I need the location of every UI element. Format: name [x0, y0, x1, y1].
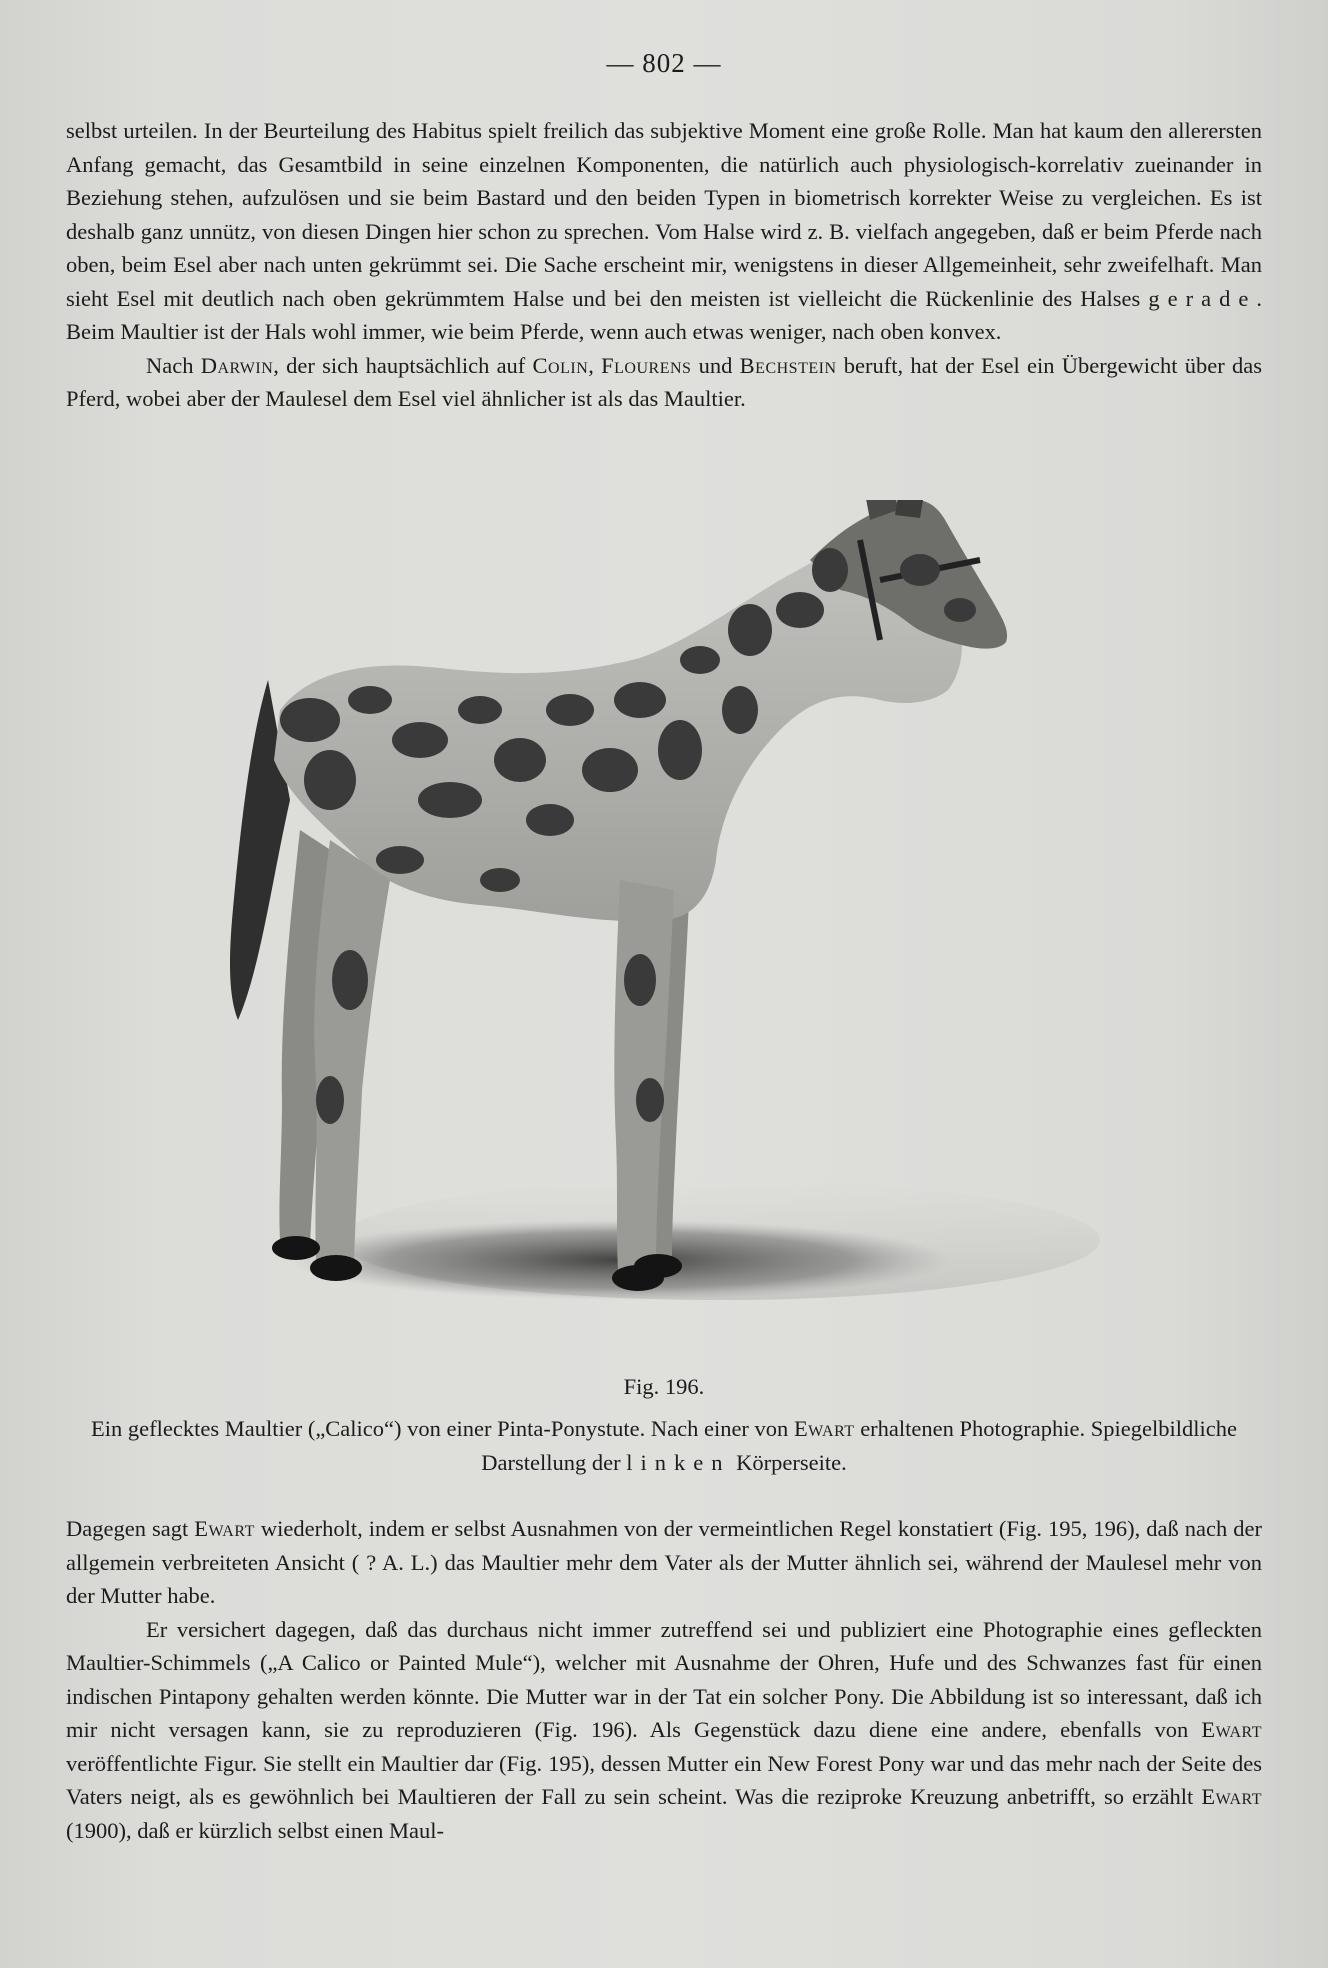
text-run: Dagegen sagt [66, 1516, 195, 1541]
text-run: (1900), daß er kürzlich selbst einen Maul- [66, 1817, 445, 1843]
upper-text-block [66, 114, 1262, 416]
text-emphasis: Ewart [194, 1516, 255, 1541]
text-run: Körperseite. [730, 1450, 847, 1475]
text-run: erhaltenen Photographie. Spiegelbildliche Darstellung der [481, 1416, 1237, 1475]
text-emphasis: Bechstein [739, 352, 837, 378]
text-run: . Beim Maultier ist der Hals wohl immer, wie beim Pferde, wenn auch etwas weniger, nach oben konvex. [66, 285, 1262, 344]
text-run: und [691, 352, 740, 378]
text-emphasis: Ewart [1201, 1784, 1262, 1809]
text-run: beruft, hat der Esel ein Übergewicht über das Pferd, wobei aber der Maulesel dem Esel viel ähnlicher ist als das Maultier. [66, 352, 1263, 411]
mule-near-hind-leg [314, 840, 390, 1262]
lower-text-block [66, 1512, 1262, 1847]
paragraph [66, 114, 1262, 349]
text-emphasis: Flourens [601, 352, 692, 378]
text-run: selbst urteilen. In der Beurteilung des Habitus spielt freilich das subjektive Moment eine große Rolle. Man hat kaum den allerersten Anfang gemacht, das Gesamtbild in seine einzelnen Komponenten, die natürlich auch physiologisch-korrelativ zueinander in Beziehung stehen, aufzulösen und sie beim Bastard und den beiden Typen in biometrisch korrekter Weise zu vergleichen. Es ist deshalb ganz unnütz, von diesen Dingen hier schon zu sprechen. Vom Halse wird z. B. vielfach angegeben, daß er beim Pferde nach oben, beim Esel aber nach unten gekrümmt sei. Die Sache erscheint mir, wenigstens in dieser Allgemeinheit, sehr zweifelhaft. Man sieht Esel mit deutlich nach oben gekrümmtem Halse und bei den meisten ist vielleicht die Rückenlinie des Halses [66, 118, 1262, 311]
text-run: Nach [146, 352, 201, 378]
mule-hoof [272, 1236, 320, 1260]
text-emphasis: Colin [532, 352, 589, 378]
text-emphasis: Darwin [200, 352, 274, 378]
mule-hoof [310, 1255, 362, 1281]
text-run: , der sich hauptsächlich auf [273, 352, 533, 378]
paragraph [66, 1613, 1262, 1848]
figure-mule-illustration [220, 500, 1180, 1320]
text-run: Ein geflecktes Maultier („Calico“) von einer Pinta-Ponystute. Nach einer von [91, 1416, 794, 1441]
page-number: — 802 — [606, 48, 722, 78]
mule-hoof [612, 1265, 664, 1291]
text-emphasis: Ewart [1201, 1717, 1262, 1742]
spotted-mule-drawing [220, 500, 1180, 1320]
text-run: veröffentlichte Figur. Sie stellt ein Maultier dar (Fig. 195), dessen Mutter ein New Forest Pony war und das mehr nach der Seite des Vaters neigt, als es gewöhnlich bei Maultieren der Fall zu sein scheint. Was die reziproke Kreuzung anbetrifft, so erzählt [66, 1750, 1262, 1809]
text-emphasis: gerade [1148, 285, 1257, 311]
figure-label: Fig. 196. [623, 1374, 705, 1399]
text-emphasis: linken [626, 1450, 731, 1475]
figure-caption [80, 1412, 1248, 1480]
paragraph [66, 349, 1262, 416]
text-emphasis: Ewart [793, 1416, 855, 1441]
text-run: Er versichert dagegen, daß das durchaus nicht immer zutreffend sei und publiziert eine Photographie eines gefleckten Maultier-Schimmels („A Calico or Painted Mule“), welcher mit Ausnahme der Ohren, Hufe und des Schwanzes fast für einen indischen Pintapony gehalten werden könnte. Die Mutter war in der Tat ein solcher Pony. Die Abbildung ist so interessant, daß ich mir nicht versagen kann, sie zu reproduzieren (Fig. 196). Als Gegenstück dazu diene eine andere, ebenfalls von [66, 1616, 1262, 1742]
text-run: , [588, 352, 602, 378]
text-run: wiederholt, indem er selbst Ausnahmen von der vermeintlichen Regel konstatiert (Fig. 195, 196), daß nach der allgemein verbreiteten Ansicht ( ? A. L.) das Maultier mehr dem Vater als der Mutter ähnlich sei, während der Maulesel mehr von der Mutter habe. [66, 1516, 1263, 1608]
paragraph [66, 1512, 1262, 1613]
